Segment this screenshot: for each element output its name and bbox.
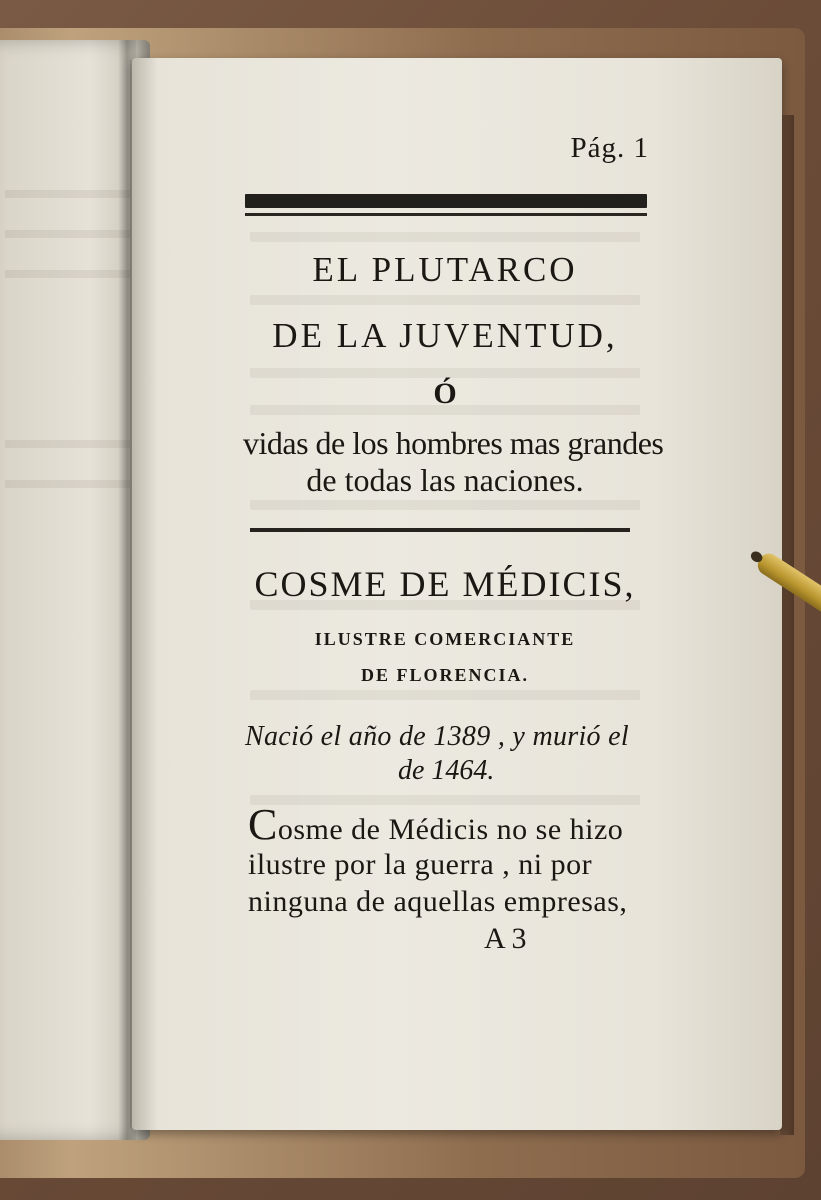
page-number: Pág. 1 bbox=[570, 132, 649, 164]
cover-edge bbox=[780, 115, 794, 1135]
subtitle-line-1: vidas de los hombres mas grandes bbox=[243, 425, 664, 461]
header-rule-thick bbox=[245, 194, 647, 208]
title-line-1: EL PLUTARCO bbox=[312, 250, 578, 289]
show-through-text bbox=[250, 295, 640, 305]
subtitle-line-2: de todas las naciones. bbox=[306, 462, 584, 498]
signature-mark: A 3 bbox=[484, 922, 527, 955]
subject-description-line-2: DE FLORENCIA. bbox=[360, 665, 529, 685]
subject-name: COSME DE MÉDICIS, bbox=[254, 564, 636, 604]
show-through-text bbox=[250, 232, 640, 242]
section-rule bbox=[250, 528, 630, 532]
title-connector: Ó bbox=[433, 377, 457, 410]
dates-line-1: Nació el año de 1389 , y murió el bbox=[245, 721, 629, 752]
header-rule-thin bbox=[245, 213, 647, 216]
subject-description-line-1: ILUSTRE COMERCIANTE bbox=[314, 629, 576, 649]
dates-line-2: de 1464. bbox=[398, 755, 495, 786]
body-line-2: ilustre por la guerra , ni por bbox=[248, 848, 593, 881]
show-through-text bbox=[250, 795, 640, 805]
show-through-text bbox=[250, 500, 640, 510]
show-through-text bbox=[250, 690, 640, 700]
drop-cap: C bbox=[248, 800, 278, 849]
body-line-1 bbox=[248, 800, 653, 849]
title-line-2: DE LA JUVENTUD, bbox=[272, 316, 618, 355]
body-line-1-text: osme de Médicis no se hizo bbox=[277, 813, 624, 846]
body-line-3: ninguna de aquellas empresas, bbox=[248, 885, 628, 918]
